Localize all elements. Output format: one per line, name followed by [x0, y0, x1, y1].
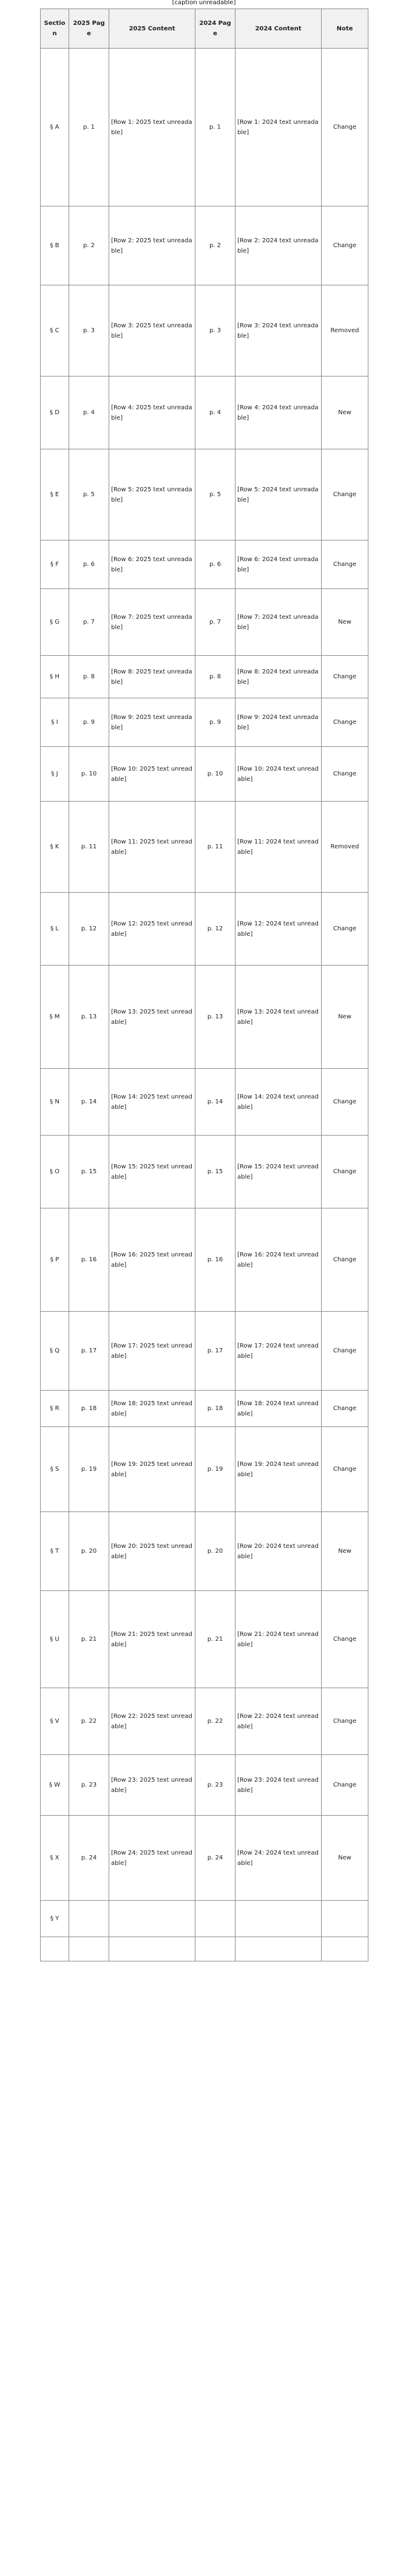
new-content-cell: [Row 3: 2025 text unreadable]	[109, 285, 195, 377]
header-new-page: 2025 Page	[69, 9, 109, 49]
section-cell: § E	[41, 449, 69, 540]
note-cell	[322, 1937, 368, 1961]
new-content-cell: [Row 19: 2025 text unreadable]	[109, 1427, 195, 1512]
old-page-cell: p. 2	[195, 206, 235, 285]
table-row	[41, 1136, 368, 1208]
old-content-cell: [Row 4: 2024 text unreadable]	[235, 377, 322, 449]
table-row	[41, 1816, 368, 1901]
new-page-cell: p. 23	[69, 1755, 109, 1816]
old-page-cell: p. 17	[195, 1312, 235, 1391]
new-page-cell: p. 7	[69, 589, 109, 656]
old-content-cell: [Row 13: 2024 text unreadable]	[235, 966, 322, 1069]
new-page-cell: p. 11	[69, 802, 109, 893]
section-cell: § H	[41, 656, 69, 698]
table-row	[41, 698, 368, 747]
note-cell: New	[322, 589, 368, 656]
old-page-cell: p. 6	[195, 540, 235, 589]
note-cell: Change	[322, 540, 368, 589]
new-content-cell	[109, 1901, 195, 1937]
section-cell: § L	[41, 893, 69, 966]
table-row	[41, 285, 368, 377]
table-row	[41, 966, 368, 1069]
new-content-cell: [Row 7: 2025 text unreadable]	[109, 589, 195, 656]
new-page-cell: p. 12	[69, 893, 109, 966]
old-content-cell	[235, 1937, 322, 1961]
note-cell: Change	[322, 656, 368, 698]
table-row	[41, 589, 368, 656]
new-content-cell: [Row 12: 2025 text unreadable]	[109, 893, 195, 966]
old-page-cell: p. 15	[195, 1136, 235, 1208]
header-section: Section	[41, 9, 69, 49]
note-cell: Removed	[322, 802, 368, 893]
new-page-cell: p. 13	[69, 966, 109, 1069]
section-cell: § N	[41, 1069, 69, 1136]
old-content-cell: [Row 5: 2024 text unreadable]	[235, 449, 322, 540]
section-cell: § C	[41, 285, 69, 377]
old-page-cell: p. 21	[195, 1591, 235, 1688]
new-content-cell: [Row 6: 2025 text unreadable]	[109, 540, 195, 589]
section-cell: § R	[41, 1391, 69, 1427]
new-page-cell: p. 3	[69, 285, 109, 377]
new-content-cell: [Row 1: 2025 text unreadable]	[109, 49, 195, 206]
section-cell: § I	[41, 698, 69, 747]
old-content-cell: [Row 3: 2024 text unreadable]	[235, 285, 322, 377]
old-content-cell: [Row 2: 2024 text unreadable]	[235, 206, 322, 285]
note-cell: Change	[322, 1312, 368, 1391]
new-page-cell	[69, 1937, 109, 1961]
new-content-cell: [Row 10: 2025 text unreadable]	[109, 747, 195, 802]
note-cell: New	[322, 377, 368, 449]
note-cell: New	[322, 966, 368, 1069]
header-note: Note	[322, 9, 368, 49]
old-page-cell: p. 8	[195, 656, 235, 698]
old-content-cell: [Row 18: 2024 text unreadable]	[235, 1391, 322, 1427]
table-row	[41, 1069, 368, 1136]
table-row	[41, 377, 368, 449]
table-row	[41, 893, 368, 966]
note-cell: Change	[322, 1755, 368, 1816]
new-page-cell: p. 17	[69, 1312, 109, 1391]
new-content-cell: [Row 14: 2025 text unreadable]	[109, 1069, 195, 1136]
section-cell: § T	[41, 1512, 69, 1591]
note-cell: Change	[322, 1688, 368, 1755]
table-row	[41, 656, 368, 698]
old-page-cell: p. 5	[195, 449, 235, 540]
old-page-cell: p. 3	[195, 285, 235, 377]
old-page-cell: p. 18	[195, 1391, 235, 1427]
section-cell	[41, 1937, 69, 1961]
new-page-cell: p. 24	[69, 1816, 109, 1901]
table-header-row	[41, 9, 368, 49]
note-cell: Change	[322, 893, 368, 966]
section-cell: § U	[41, 1591, 69, 1688]
section-cell: § A	[41, 49, 69, 206]
table-row	[41, 1391, 368, 1427]
table-row	[41, 1688, 368, 1755]
new-page-cell: p. 20	[69, 1512, 109, 1591]
new-page-cell	[69, 1901, 109, 1937]
section-cell: § S	[41, 1427, 69, 1512]
old-page-cell: p. 7	[195, 589, 235, 656]
note-cell: Change	[322, 206, 368, 285]
old-page-cell: p. 20	[195, 1512, 235, 1591]
new-content-cell: [Row 18: 2025 text unreadable]	[109, 1391, 195, 1427]
new-content-cell: [Row 15: 2025 text unreadable]	[109, 1136, 195, 1208]
note-cell: Change	[322, 449, 368, 540]
old-page-cell: p. 19	[195, 1427, 235, 1512]
new-content-cell: [Row 16: 2025 text unreadable]	[109, 1208, 195, 1312]
note-cell: Change	[322, 1069, 368, 1136]
old-content-cell: [Row 1: 2024 text unreadable]	[235, 49, 322, 206]
new-content-cell: [Row 22: 2025 text unreadable]	[109, 1688, 195, 1755]
note-cell: Change	[322, 49, 368, 206]
old-page-cell: p. 13	[195, 966, 235, 1069]
section-cell: § Y	[41, 1901, 69, 1937]
note-cell: Removed	[322, 285, 368, 377]
old-page-cell: p. 16	[195, 1208, 235, 1312]
note-cell: Change	[322, 698, 368, 747]
section-cell: § W	[41, 1755, 69, 1816]
table-row	[41, 1312, 368, 1391]
section-cell: § M	[41, 966, 69, 1069]
old-content-cell: [Row 11: 2024 text unreadable]	[235, 802, 322, 893]
new-content-cell: [Row 21: 2025 text unreadable]	[109, 1591, 195, 1688]
table-row	[41, 49, 368, 206]
old-content-cell: [Row 24: 2024 text unreadable]	[235, 1816, 322, 1901]
table-row	[41, 747, 368, 802]
new-page-cell: p. 16	[69, 1208, 109, 1312]
old-content-cell: [Row 19: 2024 text unreadable]	[235, 1427, 322, 1512]
note-cell: Change	[322, 1427, 368, 1512]
old-page-cell: p. 1	[195, 49, 235, 206]
section-cell: § B	[41, 206, 69, 285]
old-content-cell	[235, 1901, 322, 1937]
note-cell: Change	[322, 1591, 368, 1688]
new-content-cell: [Row 2: 2025 text unreadable]	[109, 206, 195, 285]
old-content-cell: [Row 6: 2024 text unreadable]	[235, 540, 322, 589]
old-content-cell: [Row 16: 2024 text unreadable]	[235, 1208, 322, 1312]
new-page-cell: p. 6	[69, 540, 109, 589]
old-content-cell: [Row 15: 2024 text unreadable]	[235, 1136, 322, 1208]
new-page-cell: p. 22	[69, 1688, 109, 1755]
old-content-cell: [Row 20: 2024 text unreadable]	[235, 1512, 322, 1591]
old-page-cell: p. 23	[195, 1755, 235, 1816]
new-page-cell: p. 21	[69, 1591, 109, 1688]
new-content-cell: [Row 5: 2025 text unreadable]	[109, 449, 195, 540]
note-cell: Change	[322, 1136, 368, 1208]
table-row	[41, 1901, 368, 1937]
section-cell: § X	[41, 1816, 69, 1901]
old-page-cell: p. 4	[195, 377, 235, 449]
new-content-cell: [Row 23: 2025 text unreadable]	[109, 1755, 195, 1816]
note-cell	[322, 1901, 368, 1937]
table-row	[41, 1591, 368, 1688]
note-cell: Change	[322, 1391, 368, 1427]
table-row	[41, 1208, 368, 1312]
note-cell: New	[322, 1512, 368, 1591]
new-content-cell: [Row 17: 2025 text unreadable]	[109, 1312, 195, 1391]
new-content-cell: [Row 8: 2025 text unreadable]	[109, 656, 195, 698]
header-old-content: 2024 Content	[235, 9, 322, 49]
table-row	[41, 802, 368, 893]
old-content-cell: [Row 14: 2024 text unreadable]	[235, 1069, 322, 1136]
section-cell: § K	[41, 802, 69, 893]
new-page-cell: p. 15	[69, 1136, 109, 1208]
note-cell: New	[322, 1816, 368, 1901]
new-content-cell: [Row 24: 2025 text unreadable]	[109, 1816, 195, 1901]
new-page-cell: p. 4	[69, 377, 109, 449]
old-page-cell: p. 9	[195, 698, 235, 747]
table-row	[41, 449, 368, 540]
table-row	[41, 1937, 368, 1961]
new-page-cell: p. 19	[69, 1427, 109, 1512]
new-page-cell: p. 18	[69, 1391, 109, 1427]
old-page-cell: p. 11	[195, 802, 235, 893]
old-page-cell: p. 14	[195, 1069, 235, 1136]
table-row	[41, 206, 368, 285]
new-content-cell: [Row 13: 2025 text unreadable]	[109, 966, 195, 1069]
header-old-page: 2024 Page	[195, 9, 235, 49]
table-row	[41, 1755, 368, 1816]
new-page-cell: p. 14	[69, 1069, 109, 1136]
new-content-cell: [Row 4: 2025 text unreadable]	[109, 377, 195, 449]
section-cell: § J	[41, 747, 69, 802]
old-content-cell: [Row 10: 2024 text unreadable]	[235, 747, 322, 802]
note-cell: Change	[322, 1208, 368, 1312]
new-page-cell: p. 9	[69, 698, 109, 747]
new-content-cell	[109, 1937, 195, 1961]
section-cell: § G	[41, 589, 69, 656]
new-page-cell: p. 5	[69, 449, 109, 540]
new-page-cell: p. 10	[69, 747, 109, 802]
new-page-cell: p. 1	[69, 49, 109, 206]
old-page-cell: p. 24	[195, 1816, 235, 1901]
section-cell: § D	[41, 377, 69, 449]
table-row	[41, 540, 368, 589]
section-cell: § Q	[41, 1312, 69, 1391]
comparison-table	[40, 9, 368, 1961]
new-content-cell: [Row 20: 2025 text unreadable]	[109, 1512, 195, 1591]
note-cell: Change	[322, 747, 368, 802]
old-content-cell: [Row 8: 2024 text unreadable]	[235, 656, 322, 698]
old-page-cell: p. 10	[195, 747, 235, 802]
old-content-cell: [Row 21: 2024 text unreadable]	[235, 1591, 322, 1688]
old-content-cell: [Row 7: 2024 text unreadable]	[235, 589, 322, 656]
old-page-cell: p. 12	[195, 893, 235, 966]
section-cell: § O	[41, 1136, 69, 1208]
new-page-cell: p. 8	[69, 656, 109, 698]
new-content-cell: [Row 11: 2025 text unreadable]	[109, 802, 195, 893]
old-page-cell	[195, 1937, 235, 1961]
old-page-cell: p. 22	[195, 1688, 235, 1755]
section-cell: § V	[41, 1688, 69, 1755]
table-row	[41, 1512, 368, 1591]
old-content-cell: [Row 9: 2024 text unreadable]	[235, 698, 322, 747]
new-content-cell: [Row 9: 2025 text unreadable]	[109, 698, 195, 747]
section-cell: § F	[41, 540, 69, 589]
old-content-cell: [Row 22: 2024 text unreadable]	[235, 1688, 322, 1755]
old-content-cell: [Row 23: 2024 text unreadable]	[235, 1755, 322, 1816]
old-page-cell	[195, 1901, 235, 1937]
header-new-content: 2025 Content	[109, 9, 195, 49]
table-body	[41, 49, 368, 1961]
table-row	[41, 1427, 368, 1512]
new-page-cell: p. 2	[69, 206, 109, 285]
table-caption: [caption unreadable]	[172, 0, 236, 6]
old-content-cell: [Row 12: 2024 text unreadable]	[235, 893, 322, 966]
section-cell: § P	[41, 1208, 69, 1312]
old-content-cell: [Row 17: 2024 text unreadable]	[235, 1312, 322, 1391]
